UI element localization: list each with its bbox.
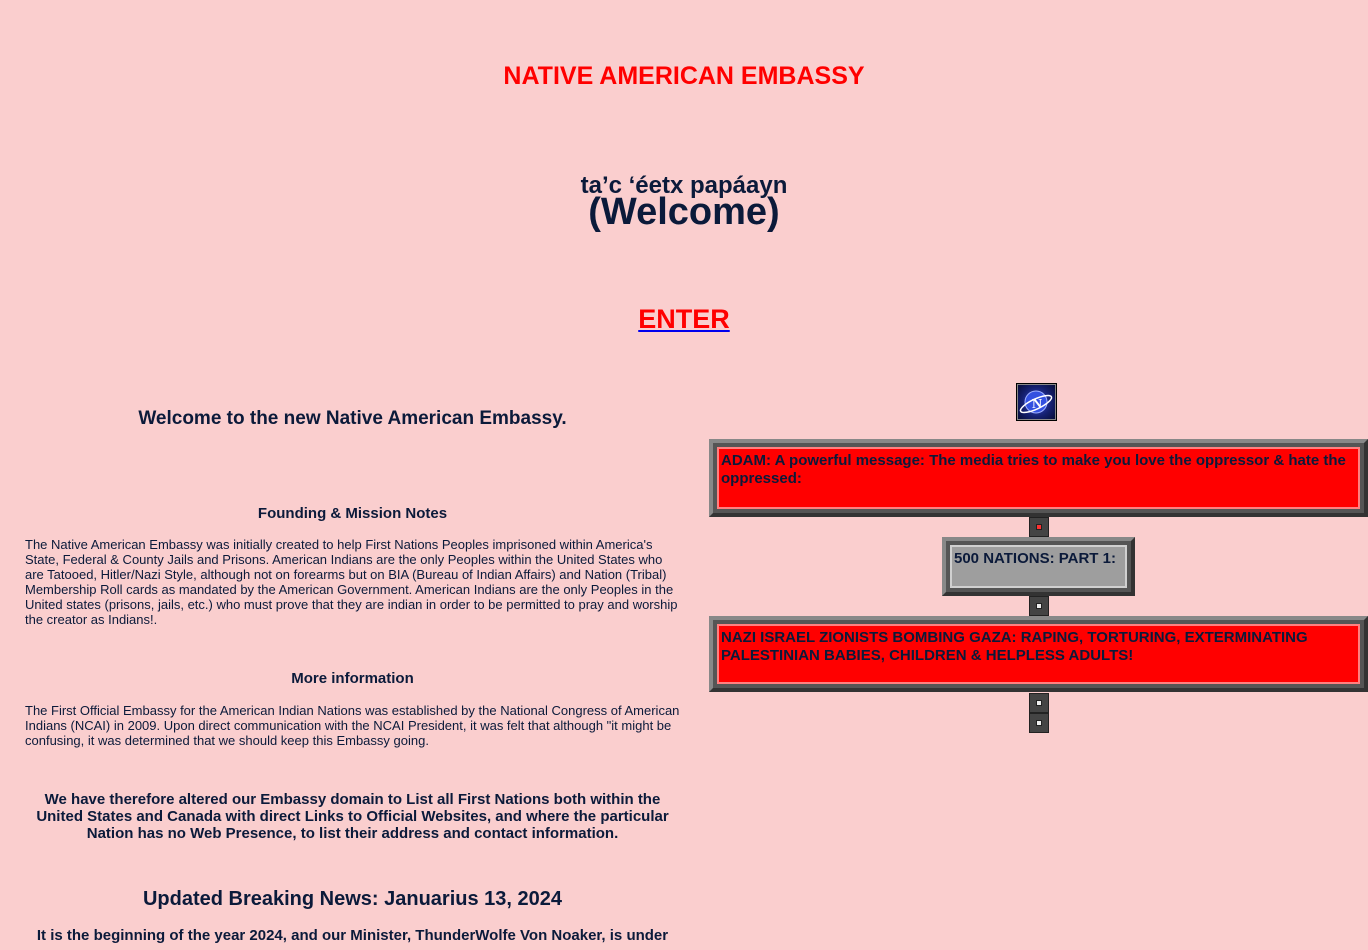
video-title-gaza: NAZI ISRAEL ZIONISTS BOMBING GAZA: RAPING, TORTURING, EXTERMINATING PALESTINIAN BABIES, CHILDREN & HELPLESS ADULTS!	[721, 629, 1308, 664]
more-info-paragraph: The First Official Embassy for the American Indian Nations was established by the National Congress of American Indians (NCAI) in 2009. Upon direct communication with the NCAI President, it was felt that although "it might be confusing, it was determined that we should keep this Embassy going.	[25, 703, 680, 748]
video-panel-adam[interactable]	[709, 439, 1368, 517]
breaking-news-paragraph: It is the beginning of the year 2024, and our Minister, ThunderWolfe Von Noaker, is under	[36, 927, 669, 944]
play-square-icon	[1036, 700, 1042, 706]
altered-domain-paragraph: We have therefore altered our Embassy domain to List all First Nations both within the United States and Canada with direct Links to Official Websites, and where the particular Nation has no Web Presence, to list their address and contact information.	[36, 791, 669, 842]
play-button-2[interactable]	[1029, 596, 1049, 616]
planet-logo-icon[interactable]	[1016, 383, 1057, 421]
founding-heading: Founding & Mission Notes	[257, 505, 448, 522]
breaking-news-heading: Updated Breaking News: Januarius 13, 2024	[142, 888, 563, 910]
play-button-1[interactable]	[1029, 517, 1049, 537]
welcome-native-language: ta’c ‘éetx papáayn	[580, 172, 788, 199]
more-info-heading: More information	[291, 670, 414, 687]
video-panel-gaza[interactable]	[709, 616, 1368, 692]
video-title-500-nations: 500 NATIONS: PART 1:	[954, 550, 1116, 567]
site-title: NATIVE AMERICAN EMBASSY	[503, 62, 865, 90]
video-title-adam: ADAM: A powerful message: The media tries to make you love the oppressor & hate the oppressed:	[721, 452, 1346, 487]
play-button-4[interactable]	[1029, 713, 1049, 733]
welcome-english: (Welcome)	[588, 191, 780, 233]
enter-link-wrapper	[0, 304, 1368, 335]
founding-paragraph: The Native American Embassy was initially created to help First Nations Peoples imprisoned within America's State, Federal & County Jails and Prisons. American Indians are the only Peoples within the United States who are Tatooed, Hitler/Nazi Style, although not on forearms but on BIA (Bureau of Indian Affairs) and Nation (Tribal) Membership Roll cards as mandated by the American Government. American Indians are the only Peoples in the United states (prisons, jails, etc.) who must prove that they are indian in order to be permitted to pray and worship the creator as Indians!.	[25, 537, 678, 627]
play-square-icon	[1036, 603, 1042, 609]
enter-link[interactable]: ENTER	[638, 304, 730, 334]
video-panel-500-nations[interactable]	[942, 537, 1135, 596]
play-square-icon	[1036, 720, 1042, 726]
play-button-3[interactable]	[1029, 693, 1049, 713]
play-square-icon	[1036, 524, 1042, 530]
welcome-heading: Welcome to the new Native American Embassy.	[138, 408, 567, 429]
svg-text:N: N	[1031, 397, 1043, 412]
